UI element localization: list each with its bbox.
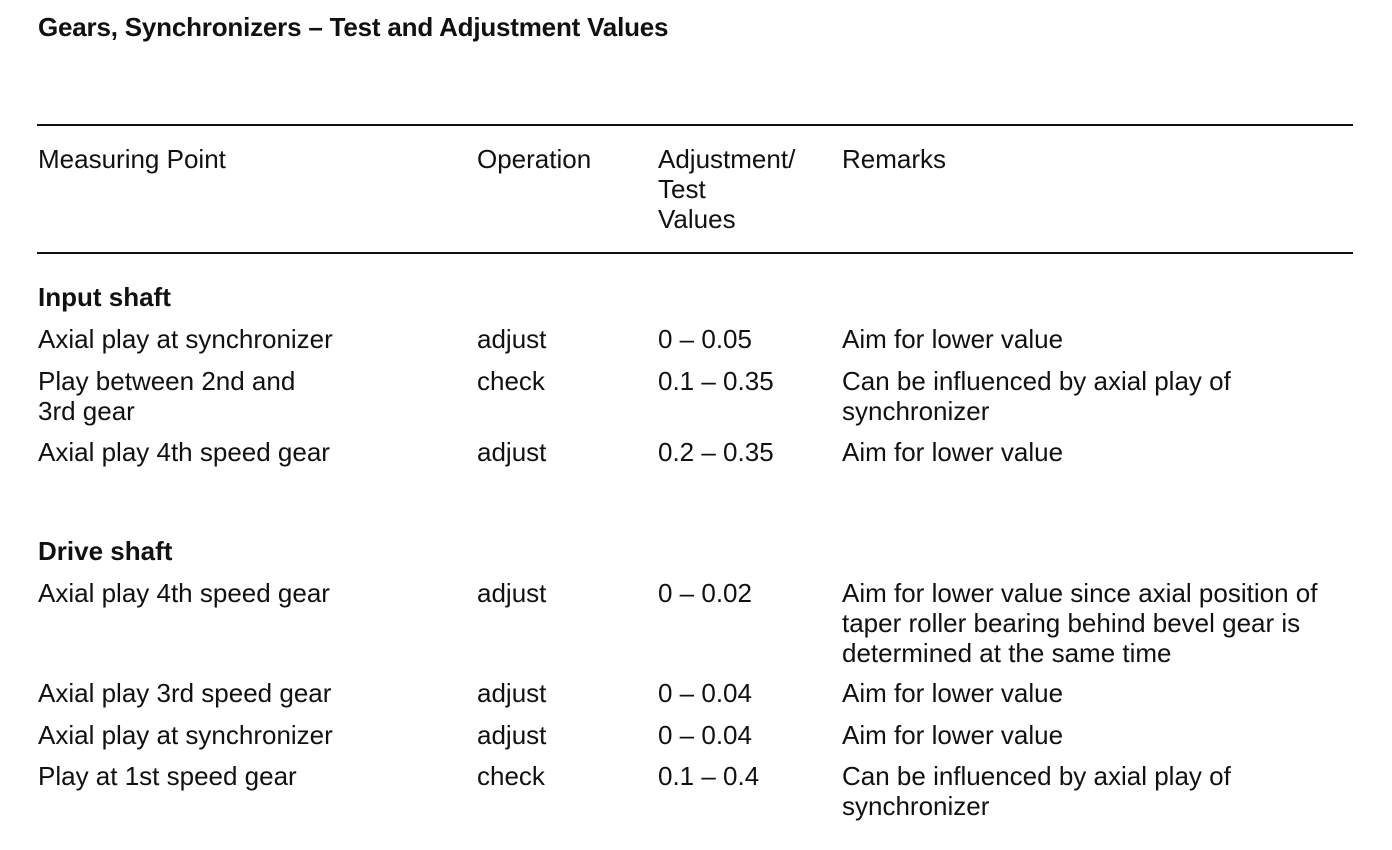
header-remarks: Remarks <box>842 144 947 174</box>
table-cell-remarks: Aim for lower value <box>842 678 1064 708</box>
table-cell-values: 0.1 – 0.4 <box>658 761 760 791</box>
table-cell-values: 0.2 – 0.35 <box>658 437 774 467</box>
table-cell-values: 0 – 0.02 <box>658 578 752 608</box>
table-cell-remarks: Can be influenced by axial play of synchronizer <box>842 366 1231 426</box>
table-cell-point: Play at 1st speed gear <box>38 761 297 791</box>
table-cell-values: 0.1 – 0.35 <box>658 366 774 396</box>
table-cell-operation: adjust <box>477 578 547 608</box>
header-top-rule <box>37 124 1353 126</box>
header-values-line2: Test <box>658 174 706 204</box>
table-cell-point: Play between 2nd and 3rd gear <box>38 366 296 426</box>
header-values-line3: Values <box>658 204 736 234</box>
section-title-input-shaft: Input shaft <box>38 282 171 312</box>
table-cell-operation: adjust <box>477 437 547 467</box>
table-cell-remarks: Can be influenced by axial play of synchronizer <box>842 761 1231 821</box>
table-cell-operation: check <box>477 366 545 396</box>
header-values-line1: Adjustment/ <box>658 144 796 174</box>
table-cell-operation: adjust <box>477 720 547 750</box>
table-cell-remarks: Aim for lower value since axial position of taper roller bearing behind bevel gear is determined at the same time <box>842 578 1318 668</box>
table-cell-operation: adjust <box>477 678 547 708</box>
page-title: Gears, Synchronizers – Test and Adjustment Values <box>38 12 669 42</box>
table-cell-values: 0 – 0.04 <box>658 720 752 750</box>
header-operation: Operation <box>477 144 592 174</box>
table-cell-operation: check <box>477 761 545 791</box>
header-values <box>658 144 838 234</box>
table-cell-remarks: Aim for lower value <box>842 437 1064 467</box>
section-title-drive-shaft: Drive shaft <box>38 536 173 566</box>
table-cell-values: 0 – 0.04 <box>658 678 752 708</box>
table-cell-point: Axial play 4th speed gear <box>38 578 330 608</box>
table-cell-values: 0 – 0.05 <box>658 324 752 354</box>
table-cell-point: Axial play at synchronizer <box>38 720 333 750</box>
table-cell-operation: adjust <box>477 324 547 354</box>
table-cell-point: Axial play 4th speed gear <box>38 437 330 467</box>
header-measuring-point: Measuring Point <box>38 144 226 174</box>
table-cell-remarks: Aim for lower value <box>842 720 1064 750</box>
table-cell-point: Axial play 3rd speed gear <box>38 678 332 708</box>
table-cell-point: Axial play at synchronizer <box>38 324 333 354</box>
header-bottom-rule <box>37 252 1353 254</box>
table-cell-remarks: Aim for lower value <box>842 324 1064 354</box>
